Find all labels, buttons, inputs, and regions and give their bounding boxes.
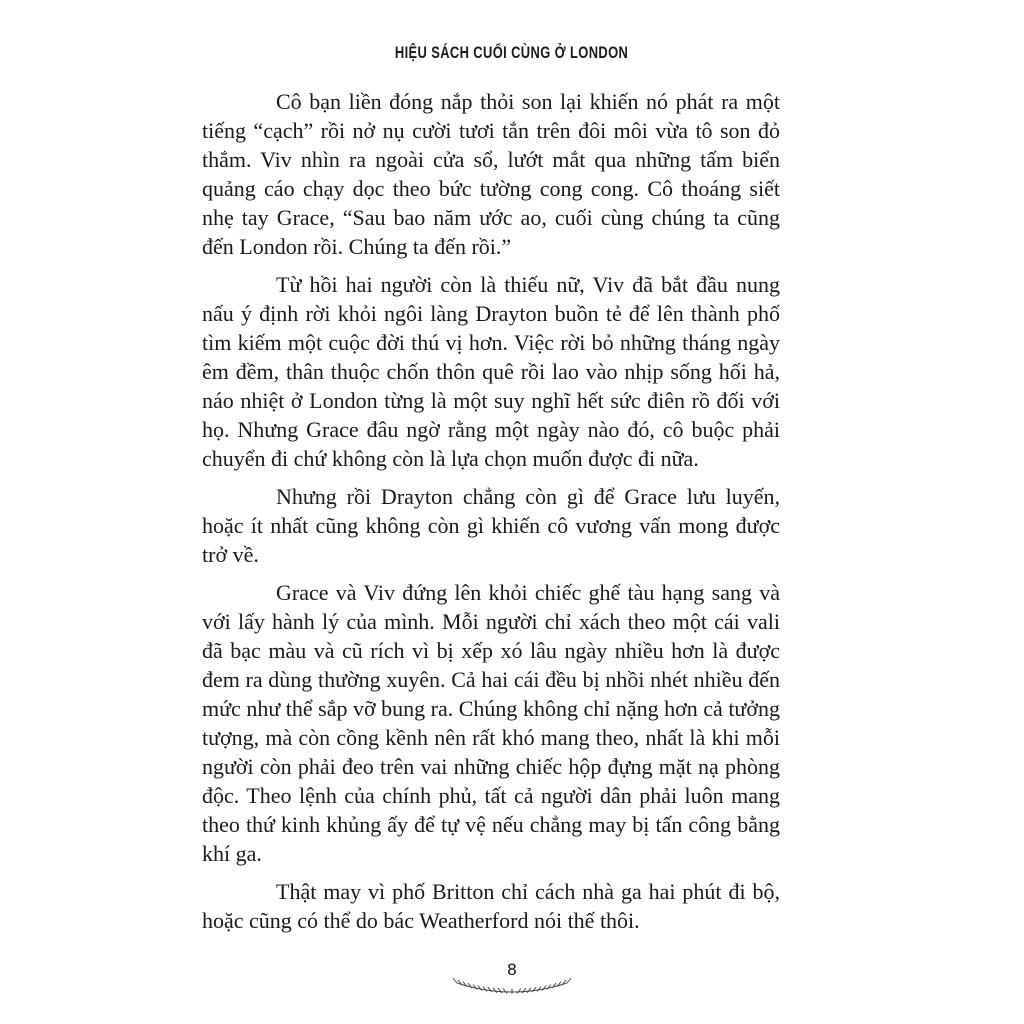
paragraph: Từ hồi hai người còn là thiếu nữ, Viv đã bắt đầu nung nấu ý định rời khỏi ngôi làng Drayton buồn tẻ để lên thành phố tìm kiếm một cuộc đời thú vị hơn. Việc rời bỏ những tháng ngày êm đềm, thân thuộc chốn thôn quê rồi lao vào nhịp sống hối hả, náo nhiệt ở London từng là một suy nghĩ hết sức điên rồ đối với họ. Nhưng Grace đâu ngờ rằng một ngày nào đó, cô buộc phải chuyển đi chứ không còn là lựa chọn muốn được đi nữa. bbox=[202, 272, 780, 471]
page-number: 8 bbox=[507, 960, 517, 979]
paragraph: Thật may vì phố Britton chỉ cách nhà ga hai phút đi bộ, hoặc cũng có thể do bác Weatherford nói thế thôi. bbox=[202, 879, 780, 933]
page-body bbox=[202, 87, 780, 935]
paragraph: Nhưng rồi Drayton chẳng còn gì để Grace lưu luyến, hoặc ít nhất cũng không còn gì khiến cô vương vấn mong được trở về. bbox=[202, 484, 780, 567]
running-head bbox=[0, 44, 1024, 63]
paragraph: Cô bạn liền đóng nắp thỏi son lại khiến nó phát ra một tiếng “cạch” rồi nở nụ cười tươi tắn trên đôi môi vừa tô son đỏ thắm. Viv nhìn ra ngoài cửa sổ, lướt mắt qua những tấm biển quảng cáo chạy dọc theo bức tường cong cong. Cô thoáng siết nhẹ tay Grace, “Sau bao năm ước ao, cuối cùng chúng ta cũng đến London rồi. Chúng ta đến rồi.” bbox=[202, 89, 780, 259]
paragraph: Grace và Viv đứng lên khỏi chiếc ghế tàu hạng sang và với lấy hành lý của mình. Mỗi người chỉ xách theo một cái vali đã bạc màu và cũ rích vì bị xếp xó lâu ngày nhiều hơn là được đem ra dùng thường xuyên. Cả hai cái đều bị nhồi nhét nhiều đến mức như thể sắp vỡ bung ra. Chúng không chỉ nặng hơn cả tưởng tượng, mà còn cồng kềnh nên rất khó mang theo, nhất là khi mỗi người còn phải đeo trên vai những chiếc hộp đựng mặt nạ phòng độc. Theo lệnh của chính phủ, tất cả người dân phải luôn mang theo thứ kinh khủng ấy để tự vệ nếu chẳng may bị tấn công bằng khí ga. bbox=[202, 580, 780, 866]
laurel-flourish-icon bbox=[451, 976, 573, 1000]
book-title-header: HIỆU SÁCH CUỐI CÙNG Ở LONDON bbox=[395, 43, 629, 62]
page-footer bbox=[0, 961, 1024, 1000]
